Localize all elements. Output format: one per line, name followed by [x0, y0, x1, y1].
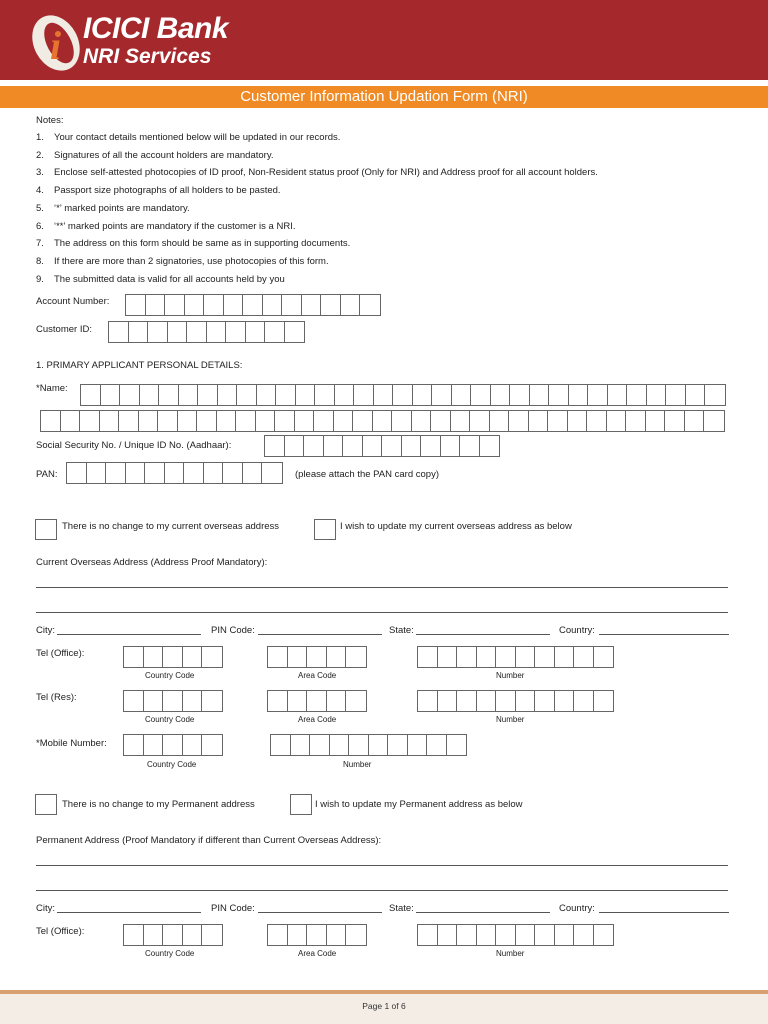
- char-box[interactable]: [535, 691, 555, 711]
- char-box[interactable]: [163, 735, 183, 755]
- char-box[interactable]: [237, 385, 257, 405]
- tel-office-number-input[interactable]: [417, 646, 614, 668]
- char-box[interactable]: [262, 463, 282, 483]
- char-box[interactable]: [184, 463, 204, 483]
- char-box[interactable]: [144, 735, 164, 755]
- char-box[interactable]: [608, 385, 628, 405]
- permanent-pin-label: PIN Code:: [211, 903, 255, 914]
- char-box[interactable]: [146, 295, 166, 315]
- permanent-city-label: City:: [36, 903, 55, 914]
- char-box[interactable]: [183, 925, 203, 945]
- permanent-pin-input[interactable]: [258, 912, 382, 913]
- bank-logo-letter: i: [50, 23, 62, 68]
- char-box[interactable]: [354, 385, 374, 405]
- char-box[interactable]: [163, 647, 183, 667]
- char-box[interactable]: [288, 925, 308, 945]
- permanent-tel-office-number-input[interactable]: [417, 924, 614, 946]
- char-box[interactable]: [343, 436, 363, 456]
- char-box[interactable]: [685, 411, 705, 431]
- char-box[interactable]: [268, 691, 288, 711]
- char-box[interactable]: [126, 295, 146, 315]
- char-box[interactable]: [535, 925, 555, 945]
- tel-res-area-code-input[interactable]: [267, 690, 367, 712]
- permanent-state-input[interactable]: [416, 912, 550, 913]
- char-box[interactable]: [271, 735, 291, 755]
- char-box[interactable]: [382, 436, 402, 456]
- overseas-state-label: State:: [389, 625, 414, 636]
- tel-res-country-code-input[interactable]: [123, 690, 223, 712]
- char-box[interactable]: [302, 295, 322, 315]
- char-box[interactable]: [285, 436, 305, 456]
- char-box[interactable]: [327, 925, 347, 945]
- char-box[interactable]: [163, 691, 183, 711]
- char-box[interactable]: [438, 925, 458, 945]
- tel-res-area-code-caption: Area Code: [298, 715, 337, 724]
- permanent-city-input[interactable]: [57, 912, 201, 913]
- char-box[interactable]: [530, 385, 550, 405]
- char-box[interactable]: [296, 385, 316, 405]
- char-box[interactable]: [457, 647, 477, 667]
- char-box[interactable]: [341, 295, 361, 315]
- permanent-no-change-label: There is no change to my Permanent address: [62, 799, 255, 810]
- char-box[interactable]: [509, 411, 529, 431]
- char-box[interactable]: [126, 463, 146, 483]
- char-box[interactable]: [145, 463, 165, 483]
- bank-subtitle: NRI Services: [83, 45, 212, 68]
- bank-name: ICICI Bank: [83, 12, 229, 45]
- customer-id-label: Customer ID:: [36, 324, 92, 335]
- char-box[interactable]: [686, 385, 706, 405]
- char-box[interactable]: [452, 385, 472, 405]
- char-box[interactable]: [418, 647, 438, 667]
- char-box[interactable]: [477, 647, 497, 667]
- char-box[interactable]: [148, 322, 168, 342]
- form-title: Customer Information Updation Form (NRI): [0, 86, 768, 108]
- char-box[interactable]: [41, 411, 61, 431]
- char-box[interactable]: [207, 322, 227, 342]
- char-box[interactable]: [555, 691, 575, 711]
- char-box[interactable]: [165, 463, 185, 483]
- ssn-input[interactable]: [264, 435, 500, 457]
- char-box[interactable]: [490, 411, 510, 431]
- char-box[interactable]: [646, 411, 666, 431]
- char-box[interactable]: [124, 735, 144, 755]
- notes-heading: Notes:: [36, 115, 64, 126]
- char-box[interactable]: [594, 925, 614, 945]
- char-box[interactable]: [549, 385, 569, 405]
- char-box[interactable]: [548, 411, 568, 431]
- char-box[interactable]: [666, 385, 686, 405]
- char-box[interactable]: [555, 925, 575, 945]
- note-number: 8.: [36, 256, 44, 267]
- ssn-label: Social Security No. / Unique ID No. (Aadhaar):: [36, 440, 232, 451]
- char-box[interactable]: [496, 925, 516, 945]
- char-box[interactable]: [144, 925, 164, 945]
- permanent-update-checkbox[interactable]: [290, 794, 312, 815]
- char-box[interactable]: [224, 295, 244, 315]
- pan-label: PAN:: [36, 469, 58, 480]
- char-box[interactable]: [408, 735, 428, 755]
- char-box[interactable]: [392, 411, 412, 431]
- tel-res-number-input[interactable]: [417, 690, 614, 712]
- char-box[interactable]: [477, 925, 497, 945]
- char-box[interactable]: [457, 691, 477, 711]
- permanent-tel-office-number-caption: Number: [496, 949, 525, 958]
- char-box[interactable]: [491, 385, 511, 405]
- char-box[interactable]: [496, 691, 516, 711]
- char-box[interactable]: [412, 411, 432, 431]
- char-box[interactable]: [187, 322, 207, 342]
- char-box[interactable]: [346, 691, 366, 711]
- char-box[interactable]: [510, 385, 530, 405]
- char-box[interactable]: [574, 691, 594, 711]
- permanent-tel-office-area-code-input[interactable]: [267, 924, 367, 946]
- char-box[interactable]: [438, 647, 458, 667]
- char-box[interactable]: [388, 735, 408, 755]
- overseas-city-label: City:: [36, 625, 55, 636]
- char-box[interactable]: [185, 295, 205, 315]
- char-box[interactable]: [529, 411, 549, 431]
- note-text: If there are more than 2 signatories, use photocopies of this form.: [54, 256, 329, 267]
- char-box[interactable]: [594, 691, 614, 711]
- char-box[interactable]: [304, 436, 324, 456]
- char-box[interactable]: [516, 647, 536, 667]
- note-number: 9.: [36, 274, 44, 285]
- char-box[interactable]: [178, 411, 198, 431]
- char-box[interactable]: [627, 385, 647, 405]
- char-box[interactable]: [393, 385, 413, 405]
- tel-office-area-code-input[interactable]: [267, 646, 367, 668]
- char-box[interactable]: [87, 463, 107, 483]
- char-box[interactable]: [144, 647, 164, 667]
- mobile-country-code-input[interactable]: [123, 734, 223, 756]
- char-box[interactable]: [183, 735, 203, 755]
- permanent-tel-office-area-code-caption: Area Code: [298, 949, 337, 958]
- note-text: ‘**’ marked points are mandatory if the customer is a NRI.: [54, 221, 296, 232]
- note-text: Signatures of all the account holders are mandatory.: [54, 150, 274, 161]
- char-box[interactable]: [471, 385, 491, 405]
- tel-res-number-caption: Number: [496, 715, 525, 724]
- char-box[interactable]: [431, 411, 451, 431]
- overseas-no-change-checkbox[interactable]: [35, 519, 57, 540]
- char-box[interactable]: [183, 691, 203, 711]
- char-box[interactable]: [124, 647, 144, 667]
- name-input-line2[interactable]: [40, 410, 725, 432]
- char-box[interactable]: [265, 436, 285, 456]
- char-box[interactable]: [363, 436, 383, 456]
- char-box[interactable]: [256, 411, 276, 431]
- char-box[interactable]: [327, 691, 347, 711]
- char-box[interactable]: [295, 411, 315, 431]
- char-box[interactable]: [288, 691, 308, 711]
- tel-office-number-caption: Number: [496, 671, 525, 680]
- note-number: 4.: [36, 185, 44, 196]
- char-box[interactable]: [202, 925, 222, 945]
- char-box[interactable]: [421, 436, 441, 456]
- note-number: 5.: [36, 203, 44, 214]
- overseas-no-change-label: There is no change to my current overseas address: [62, 521, 280, 532]
- tel-office-label: Tel (Office):: [36, 648, 85, 659]
- note-text: The submitted data is valid for all accounts held by you: [54, 274, 285, 285]
- char-box[interactable]: [282, 295, 302, 315]
- char-box[interactable]: [217, 411, 237, 431]
- char-box[interactable]: [124, 691, 144, 711]
- pan-note: (please attach the PAN card copy): [295, 469, 439, 480]
- permanent-address-label: Permanent Address (Proof Mandatory if different than Current Overseas Address):: [36, 835, 382, 846]
- mobile-country-code-caption: Country Code: [147, 760, 197, 769]
- overseas-country-label: Country:: [559, 625, 595, 636]
- name-input-line1[interactable]: [80, 384, 726, 406]
- char-box[interactable]: [158, 411, 178, 431]
- char-box[interactable]: [246, 322, 266, 342]
- char-box[interactable]: [268, 925, 288, 945]
- char-box[interactable]: [310, 735, 330, 755]
- char-box[interactable]: [276, 385, 296, 405]
- tel-office-country-code-caption: Country Code: [145, 671, 195, 680]
- bank-header: [0, 0, 768, 80]
- char-box[interactable]: [129, 322, 149, 342]
- char-box[interactable]: [516, 691, 536, 711]
- char-box[interactable]: [568, 411, 588, 431]
- permanent-country-input[interactable]: [599, 912, 729, 913]
- char-box[interactable]: [594, 647, 614, 667]
- char-box[interactable]: [124, 925, 144, 945]
- tel-office-area-code-caption: Area Code: [298, 671, 337, 680]
- char-box[interactable]: [307, 691, 327, 711]
- note-text: ‘*’ marked points are mandatory.: [54, 203, 190, 214]
- char-box[interactable]: [291, 735, 311, 755]
- char-box[interactable]: [460, 436, 480, 456]
- char-box[interactable]: [139, 411, 159, 431]
- permanent-no-change-checkbox[interactable]: [35, 794, 57, 815]
- char-box[interactable]: [183, 647, 203, 667]
- char-box[interactable]: [120, 385, 140, 405]
- char-box[interactable]: [402, 436, 422, 456]
- permanent-state-label: State:: [389, 903, 414, 914]
- section1-title: 1. PRIMARY APPLICANT PERSONAL DETAILS:: [36, 360, 243, 371]
- char-box[interactable]: [204, 295, 224, 315]
- char-box[interactable]: [451, 411, 471, 431]
- char-box[interactable]: [236, 411, 256, 431]
- char-box[interactable]: [427, 735, 447, 755]
- char-box[interactable]: [314, 411, 334, 431]
- mobile-number-caption: Number: [343, 760, 372, 769]
- char-box[interactable]: [346, 925, 366, 945]
- char-box[interactable]: [165, 295, 185, 315]
- account-number-label: Account Number:: [36, 296, 110, 307]
- char-box[interactable]: [360, 295, 380, 315]
- char-box[interactable]: [574, 647, 594, 667]
- char-box[interactable]: [418, 691, 438, 711]
- char-box[interactable]: [447, 735, 467, 755]
- char-box[interactable]: [324, 436, 344, 456]
- char-box[interactable]: [346, 647, 366, 667]
- char-box[interactable]: [179, 385, 199, 405]
- permanent-address-line2[interactable]: [36, 890, 728, 891]
- char-box[interactable]: [704, 411, 724, 431]
- char-box[interactable]: [100, 411, 120, 431]
- char-box[interactable]: [626, 411, 646, 431]
- char-box[interactable]: [665, 411, 685, 431]
- char-box[interactable]: [330, 735, 350, 755]
- char-box[interactable]: [67, 463, 87, 483]
- char-box[interactable]: [705, 385, 725, 405]
- char-box[interactable]: [106, 463, 126, 483]
- char-box[interactable]: [516, 925, 536, 945]
- overseas-pin-input[interactable]: [258, 634, 382, 635]
- char-box[interactable]: [457, 925, 477, 945]
- permanent-country-label: Country:: [559, 903, 595, 914]
- char-box[interactable]: [418, 925, 438, 945]
- char-box[interactable]: [555, 647, 575, 667]
- account-number-input[interactable]: [125, 294, 381, 316]
- char-box[interactable]: [198, 385, 218, 405]
- char-box[interactable]: [373, 411, 393, 431]
- customer-id-input[interactable]: [108, 321, 305, 343]
- overseas-address-line1[interactable]: [36, 587, 728, 588]
- char-box[interactable]: [438, 691, 458, 711]
- char-box[interactable]: [168, 322, 188, 342]
- char-box[interactable]: [477, 691, 497, 711]
- char-box[interactable]: [588, 385, 608, 405]
- char-box[interactable]: [204, 463, 224, 483]
- char-box[interactable]: [496, 647, 516, 667]
- note-text: Your contact details mentioned below will be updated in our records.: [54, 132, 341, 143]
- permanent-tel-office-label: Tel (Office):: [36, 926, 85, 937]
- overseas-address-line2[interactable]: [36, 612, 728, 613]
- overseas-country-input[interactable]: [599, 634, 729, 635]
- permanent-update-label: I wish to update my Permanent address as below: [315, 799, 523, 810]
- char-box[interactable]: [268, 647, 288, 667]
- overseas-update-label: I wish to update my current overseas address as below: [340, 521, 572, 532]
- char-box[interactable]: [335, 385, 355, 405]
- char-box[interactable]: [223, 463, 243, 483]
- char-box[interactable]: [647, 385, 667, 405]
- char-box[interactable]: [321, 295, 341, 315]
- permanent-tel-office-country-code-caption: Country Code: [145, 949, 195, 958]
- overseas-city-input[interactable]: [57, 634, 201, 635]
- char-box[interactable]: [285, 322, 305, 342]
- note-text: Passport size photographs of all holders to be pasted.: [54, 185, 281, 196]
- char-box[interactable]: [327, 647, 347, 667]
- char-box[interactable]: [607, 411, 627, 431]
- char-box[interactable]: [163, 925, 183, 945]
- char-box[interactable]: [307, 925, 327, 945]
- tel-res-label: Tel (Res):: [36, 692, 77, 703]
- char-box[interactable]: [81, 385, 101, 405]
- char-box[interactable]: [257, 385, 277, 405]
- char-box[interactable]: [202, 735, 222, 755]
- char-box[interactable]: [307, 647, 327, 667]
- char-box[interactable]: [265, 322, 285, 342]
- char-box[interactable]: [80, 411, 100, 431]
- char-box[interactable]: [353, 411, 373, 431]
- char-box[interactable]: [101, 385, 121, 405]
- overseas-pin-label: PIN Code:: [211, 625, 255, 636]
- mobile-label: *Mobile Number:: [36, 738, 107, 749]
- char-box[interactable]: [109, 322, 129, 342]
- note-number: 7.: [36, 238, 44, 249]
- char-box[interactable]: [480, 436, 500, 456]
- char-box[interactable]: [369, 735, 389, 755]
- char-box[interactable]: [243, 463, 263, 483]
- char-box[interactable]: [140, 385, 160, 405]
- overseas-state-input[interactable]: [416, 634, 550, 635]
- char-box[interactable]: [197, 411, 217, 431]
- char-box[interactable]: [587, 411, 607, 431]
- char-box[interactable]: [315, 385, 335, 405]
- char-box[interactable]: [470, 411, 490, 431]
- char-box[interactable]: [275, 411, 295, 431]
- char-box[interactable]: [226, 322, 246, 342]
- char-box[interactable]: [574, 925, 594, 945]
- char-box[interactable]: [61, 411, 81, 431]
- char-box[interactable]: [334, 411, 354, 431]
- char-box[interactable]: [202, 647, 222, 667]
- char-box[interactable]: [288, 647, 308, 667]
- char-box[interactable]: [374, 385, 394, 405]
- char-box[interactable]: [535, 647, 555, 667]
- char-box[interactable]: [432, 385, 452, 405]
- char-box[interactable]: [243, 295, 263, 315]
- char-box[interactable]: [569, 385, 589, 405]
- note-number: 2.: [36, 150, 44, 161]
- note-text: The address on this form should be same as in supporting documents.: [54, 238, 351, 249]
- overseas-update-checkbox[interactable]: [314, 519, 336, 540]
- char-box[interactable]: [263, 295, 283, 315]
- char-box[interactable]: [202, 691, 222, 711]
- pan-input[interactable]: [66, 462, 283, 484]
- char-box[interactable]: [119, 411, 139, 431]
- char-box[interactable]: [159, 385, 179, 405]
- note-number: 6.: [36, 221, 44, 232]
- name-label: *Name:: [36, 383, 68, 394]
- char-box[interactable]: [218, 385, 238, 405]
- note-text: Enclose self-attested photocopies of ID proof, Non-Resident status proof (Only for NRI) and Address proof for all account holders.: [54, 167, 598, 178]
- char-box[interactable]: [349, 735, 369, 755]
- note-number: 3.: [36, 167, 44, 178]
- page-number: Page 1 of 6: [362, 1001, 406, 1011]
- mobile-number-input[interactable]: [270, 734, 467, 756]
- char-box[interactable]: [144, 691, 164, 711]
- tel-res-country-code-caption: Country Code: [145, 715, 195, 724]
- permanent-address-line1[interactable]: [36, 865, 728, 866]
- char-box[interactable]: [413, 385, 433, 405]
- tel-office-country-code-input[interactable]: [123, 646, 223, 668]
- char-box[interactable]: [441, 436, 461, 456]
- overseas-address-label: Current Overseas Address (Address Proof Mandatory):: [36, 557, 268, 568]
- permanent-tel-office-country-code-input[interactable]: [123, 924, 223, 946]
- note-number: 1.: [36, 132, 44, 143]
